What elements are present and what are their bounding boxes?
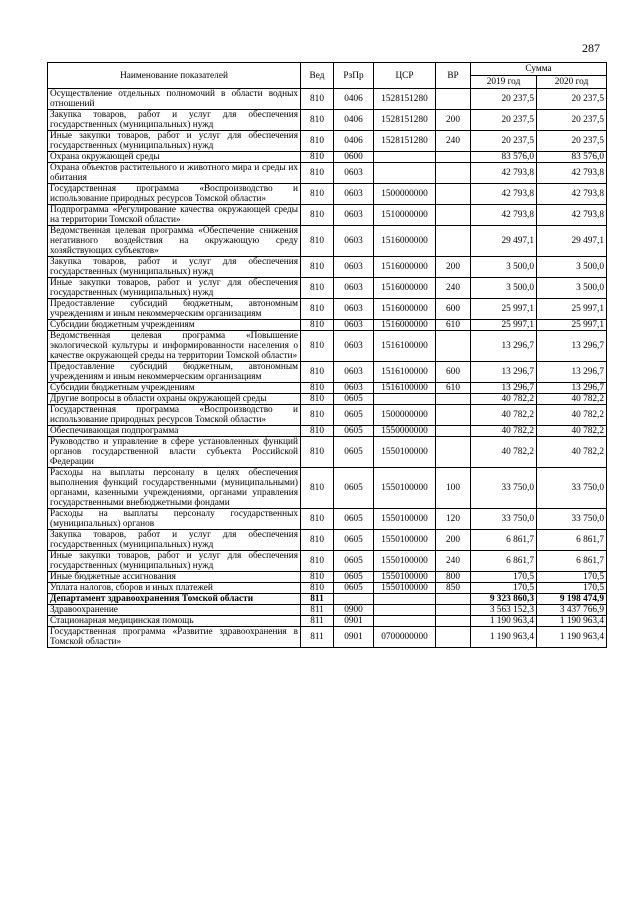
row-vr (436, 426, 471, 437)
row-vr (436, 184, 471, 205)
table-row (48, 110, 607, 131)
table-row (48, 205, 607, 226)
table-row (48, 594, 607, 605)
row-name: Здравоохранение (48, 605, 301, 616)
row-sum-2020: 40 782,2 (537, 394, 607, 405)
table-row (48, 383, 607, 394)
row-name: Осуществление отдельных полномочий в области водных отношений (48, 89, 301, 110)
row-rzpr: 0603 (334, 184, 374, 205)
table-row (48, 405, 607, 426)
row-vr: 600 (436, 299, 471, 320)
row-csr (374, 163, 436, 184)
row-sum-2020: 13 296,7 (537, 362, 607, 383)
row-sum-2020: 20 237,5 (537, 110, 607, 131)
row-sum-2019: 3 563 152,3 (471, 605, 537, 616)
table-row (48, 437, 607, 468)
row-rzpr: 0600 (334, 152, 374, 163)
row-sum-2019: 20 237,5 (471, 89, 537, 110)
row-sum-2019: 33 750,0 (471, 509, 537, 530)
row-sum-2019: 170,5 (471, 572, 537, 583)
row-sum-2020: 13 296,7 (537, 383, 607, 394)
table-row (48, 362, 607, 383)
row-rzpr: 0603 (334, 320, 374, 331)
table-row (48, 184, 607, 205)
row-ved: 810 (301, 205, 334, 226)
row-csr: 1516000000 (374, 278, 436, 299)
table-row (48, 551, 607, 572)
row-csr: 1516000000 (374, 226, 436, 257)
row-csr: 1550100000 (374, 572, 436, 583)
row-rzpr: 0605 (334, 530, 374, 551)
row-sum-2020: 29 497,1 (537, 226, 607, 257)
row-rzpr: 0603 (334, 362, 374, 383)
row-sum-2019: 25 997,1 (471, 320, 537, 331)
row-vr (436, 616, 471, 627)
row-sum-2019: 29 497,1 (471, 226, 537, 257)
row-ved: 810 (301, 278, 334, 299)
row-sum-2020: 42 793,8 (537, 184, 607, 205)
row-sum-2019: 20 237,5 (471, 131, 537, 152)
row-ved: 811 (301, 627, 334, 648)
row-csr (374, 605, 436, 616)
row-rzpr: 0901 (334, 627, 374, 648)
row-csr: 1516000000 (374, 257, 436, 278)
row-ved: 810 (301, 468, 334, 509)
row-sum-2019: 6 861,7 (471, 551, 537, 572)
row-csr: 1500000000 (374, 184, 436, 205)
row-name: Государственная программа «Воспроизводство и использование природных ресурсов Томской области» (48, 405, 301, 426)
row-csr: 1550100000 (374, 530, 436, 551)
row-rzpr: 0900 (334, 605, 374, 616)
table-row (48, 605, 607, 616)
row-sum-2020: 170,5 (537, 572, 607, 583)
row-sum-2019: 25 997,1 (471, 299, 537, 320)
page-number: 287 (582, 41, 600, 55)
row-sum-2020: 6 861,7 (537, 530, 607, 551)
row-sum-2020: 40 782,2 (537, 426, 607, 437)
row-vr: 240 (436, 551, 471, 572)
row-sum-2020: 3 500,0 (537, 278, 607, 299)
row-sum-2020: 20 237,5 (537, 89, 607, 110)
row-ved: 810 (301, 184, 334, 205)
row-csr (374, 152, 436, 163)
row-ved: 810 (301, 509, 334, 530)
row-rzpr: 0603 (334, 278, 374, 299)
row-name: Ведомственная целевая программа «Повышение экологической культуры и информированности населения о качестве окружающей среды на территории Томской области» (48, 331, 301, 362)
header-vr: ВР (436, 63, 471, 89)
table-row (48, 226, 607, 257)
table-row (48, 509, 607, 530)
row-rzpr: 0605 (334, 394, 374, 405)
row-csr: 1550100000 (374, 583, 436, 594)
row-vr (436, 331, 471, 362)
row-csr: 1528151280 (374, 131, 436, 152)
row-sum-2020: 25 997,1 (537, 320, 607, 331)
table-body (48, 89, 607, 648)
row-ved: 810 (301, 299, 334, 320)
row-ved: 811 (301, 605, 334, 616)
row-name: Обеспечивающая подпрограмма (48, 426, 301, 437)
row-ved: 810 (301, 320, 334, 331)
row-sum-2020: 83 576,0 (537, 152, 607, 163)
row-vr (436, 605, 471, 616)
row-rzpr: 0603 (334, 383, 374, 394)
row-sum-2019: 40 782,2 (471, 426, 537, 437)
row-csr: 1550100000 (374, 551, 436, 572)
row-sum-2020: 25 997,1 (537, 299, 607, 320)
header-csr: ЦСР (374, 63, 436, 89)
row-sum-2020: 1 190 963,4 (537, 627, 607, 648)
row-sum-2019: 13 296,7 (471, 362, 537, 383)
row-sum-2019: 83 576,0 (471, 152, 537, 163)
row-name: Стационарная медицинская помощь (48, 616, 301, 627)
row-vr (436, 594, 471, 605)
row-csr: 1516100000 (374, 331, 436, 362)
row-ved: 810 (301, 362, 334, 383)
table-row (48, 257, 607, 278)
row-name: Государственная программа «Развитие здравоохранения в Томской области» (48, 627, 301, 648)
row-name: Ведомственная целевая программа «Обеспечение снижения негативного воздействия на окружающую среду хозяйствующих субъектов» (48, 226, 301, 257)
row-sum-2019: 13 296,7 (471, 331, 537, 362)
row-csr: 1500000000 (374, 405, 436, 426)
table-row (48, 89, 607, 110)
row-vr: 200 (436, 110, 471, 131)
row-rzpr: 0603 (334, 163, 374, 184)
row-vr: 850 (436, 583, 471, 594)
row-ved: 811 (301, 594, 334, 605)
row-rzpr (334, 594, 374, 605)
row-vr: 610 (436, 383, 471, 394)
row-sum-2020: 33 750,0 (537, 509, 607, 530)
row-ved: 810 (301, 163, 334, 184)
header-2020: 2020 год (537, 76, 607, 89)
row-sum-2020: 170,5 (537, 583, 607, 594)
row-rzpr: 0605 (334, 551, 374, 572)
row-rzpr: 0605 (334, 572, 374, 583)
header-ved: Вед (301, 63, 334, 89)
table-row (48, 163, 607, 184)
row-vr: 240 (436, 131, 471, 152)
row-csr: 1550100000 (374, 468, 436, 509)
row-sum-2019: 20 237,5 (471, 110, 537, 131)
row-name: Охрана объектов растительного и животного мира и среды их обитания (48, 163, 301, 184)
row-csr (374, 616, 436, 627)
row-csr: 1550000000 (374, 426, 436, 437)
row-ved: 810 (301, 331, 334, 362)
row-sum-2019: 40 782,2 (471, 437, 537, 468)
row-ved: 810 (301, 530, 334, 551)
row-sum-2019: 33 750,0 (471, 468, 537, 509)
table-row (48, 616, 607, 627)
table-row (48, 131, 607, 152)
row-ved: 810 (301, 551, 334, 572)
row-rzpr: 0603 (334, 331, 374, 362)
row-ved: 810 (301, 405, 334, 426)
row-sum-2020: 6 861,7 (537, 551, 607, 572)
row-ved: 810 (301, 152, 334, 163)
row-sum-2020: 40 782,2 (537, 437, 607, 468)
row-sum-2020: 9 198 474,9 (537, 594, 607, 605)
row-sum-2019: 170,5 (471, 583, 537, 594)
row-sum-2020: 40 782,2 (537, 405, 607, 426)
row-vr: 240 (436, 278, 471, 299)
row-ved: 810 (301, 257, 334, 278)
row-vr: 600 (436, 362, 471, 383)
row-vr (436, 405, 471, 426)
row-name: Иные закупки товаров, работ и услуг для обеспечения государственных (муниципальных) нужд (48, 278, 301, 299)
row-name: Расходы на выплаты персоналу в целях обеспечения выполнения функций государственными (муниципальными) органами, казенными учреждениями, органами управления государственными внебюджетными фондами (48, 468, 301, 509)
row-csr: 0700000000 (374, 627, 436, 648)
row-name: Иные бюджетные ассигнования (48, 572, 301, 583)
row-vr (436, 205, 471, 226)
row-csr: 1550100000 (374, 437, 436, 468)
row-name: Предоставление субсидий бюджетным, автономным учреждениям и иным некоммерческим организациям (48, 362, 301, 383)
row-csr: 1516000000 (374, 299, 436, 320)
row-sum-2019: 42 793,8 (471, 205, 537, 226)
row-sum-2020: 3 437 766,9 (537, 605, 607, 616)
table-row (48, 331, 607, 362)
row-rzpr: 0605 (334, 468, 374, 509)
row-ved: 810 (301, 572, 334, 583)
table-header (48, 63, 607, 89)
row-csr (374, 594, 436, 605)
table-row (48, 278, 607, 299)
row-name: Иные закупки товаров, работ и услуг для обеспечения государственных (муниципальных) нужд (48, 131, 301, 152)
row-csr: 1516100000 (374, 362, 436, 383)
row-vr: 120 (436, 509, 471, 530)
header-rzpr: РзПр (334, 63, 374, 89)
row-name: Субсидии бюджетным учреждениям (48, 383, 301, 394)
row-sum-2020: 42 793,8 (537, 163, 607, 184)
row-vr (436, 152, 471, 163)
row-sum-2019: 3 500,0 (471, 257, 537, 278)
budget-table (47, 62, 607, 648)
row-vr (436, 89, 471, 110)
row-sum-2020: 20 237,5 (537, 131, 607, 152)
row-sum-2019: 13 296,7 (471, 383, 537, 394)
row-csr: 1550100000 (374, 509, 436, 530)
row-name: Расходы на выплаты персоналу государственных (муниципальных) органов (48, 509, 301, 530)
row-ved: 810 (301, 583, 334, 594)
row-sum-2019: 40 782,2 (471, 405, 537, 426)
row-sum-2019: 1 190 963,4 (471, 616, 537, 627)
row-csr (374, 394, 436, 405)
row-name: Охрана окружающей среды (48, 152, 301, 163)
row-name: Закупка товаров, работ и услуг для обеспечения государственных (муниципальных) нужд (48, 257, 301, 278)
row-vr: 610 (436, 320, 471, 331)
table-row (48, 468, 607, 509)
row-name: Закупка товаров, работ и услуг для обеспечения государственных (муниципальных) нужд (48, 530, 301, 551)
row-ved: 810 (301, 226, 334, 257)
row-sum-2020: 42 793,8 (537, 205, 607, 226)
row-vr: 200 (436, 530, 471, 551)
row-vr: 100 (436, 468, 471, 509)
row-name: Уплата налогов, сборов и иных платежей (48, 583, 301, 594)
table-row (48, 572, 607, 583)
row-ved: 810 (301, 89, 334, 110)
row-csr: 1528151280 (374, 89, 436, 110)
row-sum-2019: 42 793,8 (471, 163, 537, 184)
row-rzpr: 0406 (334, 89, 374, 110)
row-rzpr: 0605 (334, 583, 374, 594)
header-2019: 2019 год (471, 76, 537, 89)
row-name: Руководство и управление в сфере установленных функций органов государственной власти субъекта Российской Федерации (48, 437, 301, 468)
row-name: Субсидии бюджетным учреждениям (48, 320, 301, 331)
table-row (48, 320, 607, 331)
row-vr (436, 627, 471, 648)
row-name: Другие вопросы в области охраны окружающей среды (48, 394, 301, 405)
table-row (48, 394, 607, 405)
row-name: Иные закупки товаров, работ и услуг для обеспечения государственных (муниципальных) нужд (48, 551, 301, 572)
row-name: Государственная программа «Воспроизводство и использование природных ресурсов Томской области» (48, 184, 301, 205)
row-sum-2019: 3 500,0 (471, 278, 537, 299)
row-rzpr: 0406 (334, 131, 374, 152)
row-rzpr: 0605 (334, 437, 374, 468)
row-sum-2019: 42 793,8 (471, 184, 537, 205)
row-name: Подпрограмма «Регулирование качества окружающей среды на территории Томской области» (48, 205, 301, 226)
table-row (48, 152, 607, 163)
row-rzpr: 0605 (334, 405, 374, 426)
table-row (48, 583, 607, 594)
row-vr (436, 437, 471, 468)
row-name: Предоставление субсидий бюджетным, автономным учреждениям и иным некоммерческим организациям (48, 299, 301, 320)
row-ved: 810 (301, 437, 334, 468)
row-name: Закупка товаров, работ и услуг для обеспечения государственных (муниципальных) нужд (48, 110, 301, 131)
row-rzpr: 0901 (334, 616, 374, 627)
row-csr: 1516000000 (374, 320, 436, 331)
row-sum-2019: 40 782,2 (471, 394, 537, 405)
table-row (48, 627, 607, 648)
row-rzpr: 0603 (334, 299, 374, 320)
row-vr (436, 163, 471, 184)
row-vr (436, 226, 471, 257)
row-sum-2020: 1 190 963,4 (537, 616, 607, 627)
row-ved: 810 (301, 383, 334, 394)
row-ved: 810 (301, 426, 334, 437)
row-rzpr: 0605 (334, 509, 374, 530)
row-sum-2020: 33 750,0 (537, 468, 607, 509)
table-row (48, 426, 607, 437)
row-rzpr: 0603 (334, 205, 374, 226)
row-name: Департамент здравоохранения Томской области (48, 594, 301, 605)
row-csr: 1510000000 (374, 205, 436, 226)
row-vr: 800 (436, 572, 471, 583)
row-sum-2019: 6 861,7 (471, 530, 537, 551)
row-vr (436, 394, 471, 405)
header-sum: Сумма (471, 63, 607, 76)
row-ved: 810 (301, 394, 334, 405)
table-row (48, 299, 607, 320)
row-rzpr: 0406 (334, 110, 374, 131)
row-csr: 1516100000 (374, 383, 436, 394)
row-vr: 200 (436, 257, 471, 278)
row-sum-2020: 3 500,0 (537, 257, 607, 278)
row-ved: 811 (301, 616, 334, 627)
row-sum-2020: 13 296,7 (537, 331, 607, 362)
row-ved: 810 (301, 110, 334, 131)
table-row (48, 530, 607, 551)
row-rzpr: 0605 (334, 426, 374, 437)
header-name: Наименование показателей (48, 63, 301, 89)
row-sum-2019: 1 190 963,4 (471, 627, 537, 648)
row-ved: 810 (301, 131, 334, 152)
row-sum-2019: 9 323 860,3 (471, 594, 537, 605)
row-rzpr: 0603 (334, 257, 374, 278)
row-rzpr: 0603 (334, 226, 374, 257)
row-csr: 1528151280 (374, 110, 436, 131)
